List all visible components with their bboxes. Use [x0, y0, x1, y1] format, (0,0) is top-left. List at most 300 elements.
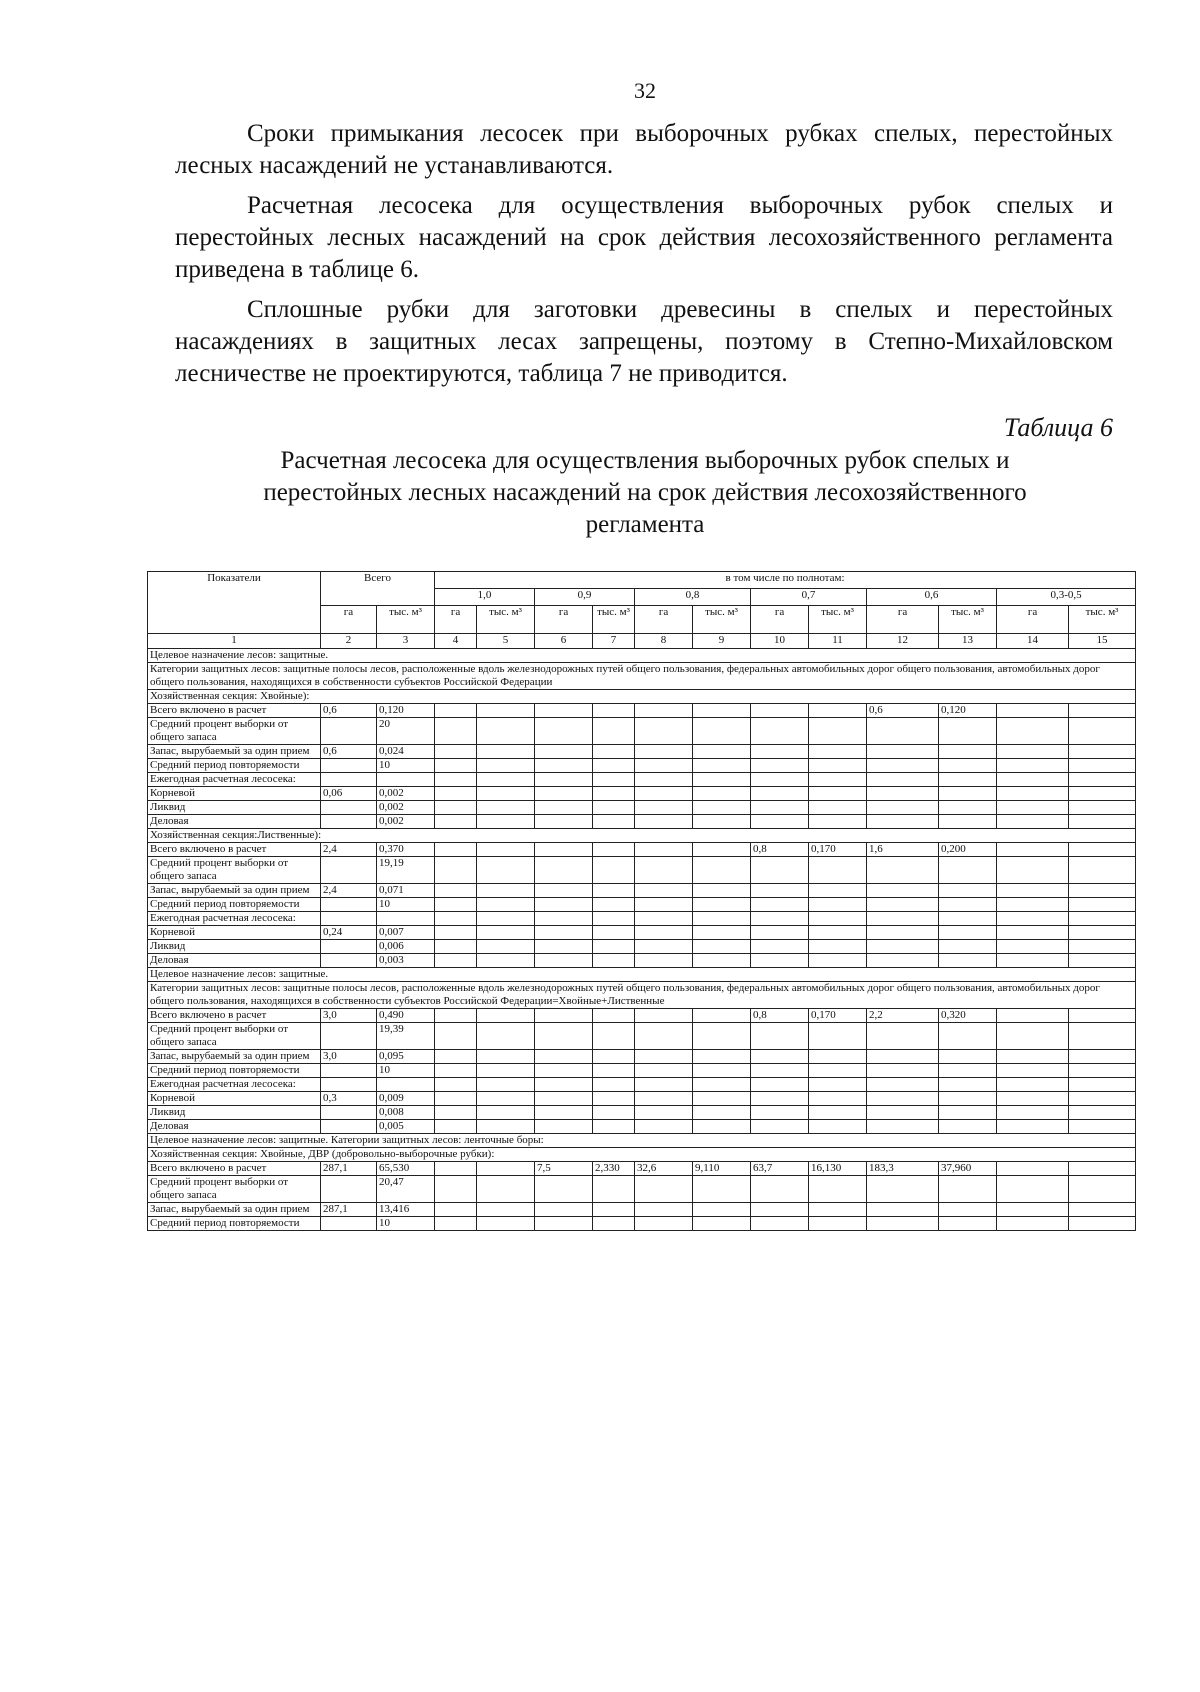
table-cell: [809, 718, 867, 745]
table-cell: [435, 1106, 477, 1120]
row-label: Запас, вырубаемый за один прием: [148, 1050, 321, 1064]
table-cell: [321, 954, 377, 968]
table-cell: [867, 815, 939, 829]
table-cell: [1069, 940, 1136, 954]
table-cell: [693, 787, 751, 801]
table-cell: [939, 1203, 997, 1217]
table-cell: [693, 1064, 751, 1078]
table-row: [148, 1023, 1136, 1050]
table-cell: [809, 815, 867, 829]
row-label: Ежегодная расчетная лесосека:: [148, 1078, 321, 1092]
table-cell: [1069, 912, 1136, 926]
table-cell: 0,009: [377, 1092, 435, 1106]
table-cell: [1069, 926, 1136, 940]
table-cell: [1069, 857, 1136, 884]
row-label: Запас, вырубаемый за один прием: [148, 745, 321, 759]
table-cell: [751, 1176, 809, 1203]
table-cell: [535, 1176, 593, 1203]
table-cell: [693, 843, 751, 857]
table-cell: [635, 954, 693, 968]
table-cell: [477, 912, 535, 926]
table-cell: 287,1: [321, 1162, 377, 1176]
table-cell: [751, 815, 809, 829]
table-cell: [535, 1078, 593, 1092]
table-cell: [751, 926, 809, 940]
table-cell: [693, 1009, 751, 1023]
table-cell: 2,2: [867, 1009, 939, 1023]
table-cell: [867, 898, 939, 912]
table-cell: 19,19: [377, 857, 435, 884]
table-cell: [867, 773, 939, 787]
table-cell: [377, 1078, 435, 1092]
table-cell: 0,002: [377, 787, 435, 801]
table-cell: [535, 773, 593, 787]
table-cell: [693, 1217, 751, 1231]
table-cell: [435, 1078, 477, 1092]
table-cell: [535, 1217, 593, 1231]
table-cell: [751, 1050, 809, 1064]
header-unit-thous-m3: тыс. м³: [693, 606, 751, 634]
table-cell: [751, 745, 809, 759]
table-cell: [535, 1050, 593, 1064]
table-row: [148, 1078, 1136, 1092]
table-cell: [535, 801, 593, 815]
table-cell: [809, 1064, 867, 1078]
table-cell: [535, 1009, 593, 1023]
table-cell: [693, 884, 751, 898]
table-cell: [1069, 1120, 1136, 1134]
table-cell: [939, 801, 997, 815]
table-cell: [435, 773, 477, 787]
row-label: Корневой: [148, 1092, 321, 1106]
table-cell: [477, 1120, 535, 1134]
table-cell: [635, 898, 693, 912]
header-unit-thous-m3: тыс. м³: [477, 606, 535, 634]
table-cell: [867, 1078, 939, 1092]
table-cell: 1,6: [867, 843, 939, 857]
table-cell: [477, 801, 535, 815]
table-cell: [809, 940, 867, 954]
table-cell: [321, 898, 377, 912]
table-cell: [321, 801, 377, 815]
table-cell: [635, 1050, 693, 1064]
table-cell: [477, 1176, 535, 1203]
table-cell: 0,6: [867, 704, 939, 718]
section-row: [148, 1148, 1136, 1162]
row-label: Корневой: [148, 926, 321, 940]
table-cell: [1069, 1203, 1136, 1217]
table-cell: [867, 954, 939, 968]
table-cell: 19,39: [377, 1023, 435, 1050]
table-cell: 2,330: [593, 1162, 635, 1176]
table-cell: [377, 912, 435, 926]
table-cell: 16,130: [809, 1162, 867, 1176]
table-row: [148, 1203, 1136, 1217]
table-cell: [693, 718, 751, 745]
table-cell: [693, 1176, 751, 1203]
table-cell: [593, 884, 635, 898]
table-cell: [751, 1064, 809, 1078]
table-cell: 10: [377, 1064, 435, 1078]
table-cell: 0,24: [321, 926, 377, 940]
row-label: Средний процент выборки от общего запаса: [148, 1023, 321, 1050]
table-cell: [809, 704, 867, 718]
allowable-cut-table: [147, 571, 1133, 1231]
column-number: 1: [148, 634, 321, 649]
table-cell: [435, 1162, 477, 1176]
row-label: Всего включено в расчет: [148, 1009, 321, 1023]
table-cell: [751, 940, 809, 954]
table-cell: [867, 940, 939, 954]
table-cell: [635, 843, 693, 857]
table-cell: [635, 1078, 693, 1092]
table-cell: 0,200: [939, 843, 997, 857]
table-cell: [593, 1064, 635, 1078]
column-number: 7: [593, 634, 635, 649]
table-cell: [1069, 1092, 1136, 1106]
row-label: Деловая: [148, 954, 321, 968]
table-cell: [435, 926, 477, 940]
table-cell: [809, 884, 867, 898]
table-cell: [867, 1023, 939, 1050]
table-cell: [535, 1106, 593, 1120]
table-cell: [1069, 801, 1136, 815]
table-cell: [635, 745, 693, 759]
table-cell: [693, 857, 751, 884]
table-cell: [693, 1203, 751, 1217]
table-cell: [997, 1050, 1069, 1064]
table-cell: [939, 1023, 997, 1050]
table-cell: [321, 1023, 377, 1050]
table-cell: [321, 1078, 377, 1092]
table-cell: [809, 926, 867, 940]
table-cell: 10: [377, 898, 435, 912]
table-cell: 0,071: [377, 884, 435, 898]
row-label: Средний процент выборки от общего запаса: [148, 1176, 321, 1203]
table-cell: [477, 926, 535, 940]
table-cell: [593, 912, 635, 926]
table-cell: [635, 926, 693, 940]
table-cell: [751, 898, 809, 912]
table-cell: [635, 1120, 693, 1134]
table-row: [148, 745, 1136, 759]
table-cell: [435, 1092, 477, 1106]
table-cell: [1069, 898, 1136, 912]
row-label: Всего включено в расчет: [148, 1162, 321, 1176]
table-cell: [435, 1217, 477, 1231]
table-cell: [477, 884, 535, 898]
table-cell: [751, 787, 809, 801]
column-number: 13: [939, 634, 997, 649]
table-cell: [1069, 745, 1136, 759]
table-cell: [809, 912, 867, 926]
table-cell: 0,024: [377, 745, 435, 759]
table-cell: [435, 1009, 477, 1023]
table-cell: [693, 954, 751, 968]
table-cell: [1069, 704, 1136, 718]
table-cell: [635, 815, 693, 829]
table-cell: [635, 912, 693, 926]
table-cell: [435, 1050, 477, 1064]
table-cell: [1069, 1064, 1136, 1078]
table-cell: [867, 1050, 939, 1064]
table-cell: [593, 926, 635, 940]
table-cell: [809, 1120, 867, 1134]
table-row: [148, 857, 1136, 884]
table-row: [148, 954, 1136, 968]
table-row: [148, 926, 1136, 940]
section-row: [148, 968, 1136, 982]
column-number: 6: [535, 634, 593, 649]
table-cell: [535, 1023, 593, 1050]
table-cell: [593, 940, 635, 954]
table-row: [148, 704, 1136, 718]
table-cell: [535, 954, 593, 968]
table-cell: [635, 787, 693, 801]
table-row: [148, 773, 1136, 787]
table-cell: 0,095: [377, 1050, 435, 1064]
table-cell: 13,416: [377, 1203, 435, 1217]
table-cell: 37,960: [939, 1162, 997, 1176]
table-cell: [809, 857, 867, 884]
table-cell: [477, 704, 535, 718]
table-cell: [997, 787, 1069, 801]
table-cell: [535, 1092, 593, 1106]
column-number: 2: [321, 634, 377, 649]
table-cell: [635, 1064, 693, 1078]
table-cell: [535, 1120, 593, 1134]
table-cell: [477, 815, 535, 829]
table-row: [148, 843, 1136, 857]
table-cell: [1069, 1009, 1136, 1023]
header-density: 0,8: [635, 589, 751, 606]
table-cell: [939, 940, 997, 954]
table-cell: [939, 1176, 997, 1203]
table-cell: [997, 884, 1069, 898]
table-cell: 0,6: [321, 745, 377, 759]
table-cell: 63,7: [751, 1162, 809, 1176]
table-cell: [939, 926, 997, 940]
table-cell: 9,110: [693, 1162, 751, 1176]
page-number: 32: [634, 78, 656, 103]
header-indicators: Показатели: [148, 572, 321, 634]
column-number: 10: [751, 634, 809, 649]
table-cell: [693, 1023, 751, 1050]
row-label: Средний процент выборки от общего запаса: [148, 857, 321, 884]
table-row: [148, 1092, 1136, 1106]
table-cell: 0,170: [809, 1009, 867, 1023]
table-row: [148, 898, 1136, 912]
header-unit-thous-m3: тыс. м³: [809, 606, 867, 634]
table-cell: [997, 1217, 1069, 1231]
table-cell: [867, 1120, 939, 1134]
table-cell: 0,003: [377, 954, 435, 968]
table-row: [148, 1050, 1136, 1064]
table-cell: [1069, 954, 1136, 968]
table-cell: 2,4: [321, 884, 377, 898]
header-unit-ha: га: [635, 606, 693, 634]
table-cell: [593, 1176, 635, 1203]
table-cell: 0,120: [939, 704, 997, 718]
column-number: 3: [377, 634, 435, 649]
table-cell: [693, 912, 751, 926]
table-cell: [867, 1064, 939, 1078]
table-cell: [535, 1203, 593, 1217]
table-cell: [997, 940, 1069, 954]
table-cell: [997, 1009, 1069, 1023]
table-cell: [1069, 1050, 1136, 1064]
table-row: [148, 1009, 1136, 1023]
table-cell: [593, 1217, 635, 1231]
row-label: Всего включено в расчет: [148, 704, 321, 718]
body-text: [175, 118, 1113, 398]
row-label: Средний период повторяемости: [148, 1217, 321, 1231]
table-cell: [997, 1106, 1069, 1120]
table-cell: [435, 898, 477, 912]
table-cell: [939, 759, 997, 773]
table-cell: 0,490: [377, 1009, 435, 1023]
table-cell: [593, 1078, 635, 1092]
row-label: Средний период повторяемости: [148, 898, 321, 912]
table-cell: [997, 1120, 1069, 1134]
table-cell: [997, 912, 1069, 926]
table-cell: [997, 1064, 1069, 1078]
table-cell: [477, 1078, 535, 1092]
table-cell: [593, 704, 635, 718]
table-cell: [593, 773, 635, 787]
row-label: Всего включено в расчет: [148, 843, 321, 857]
table-cell: [751, 773, 809, 787]
table-cell: [867, 1203, 939, 1217]
table-cell: 65,530: [377, 1162, 435, 1176]
row-label: Деловая: [148, 1120, 321, 1134]
header-total: Всего: [321, 572, 435, 606]
table-cell: [809, 954, 867, 968]
table-cell: [997, 1176, 1069, 1203]
table-cell: [693, 815, 751, 829]
table-cell: [635, 773, 693, 787]
table-cell: [997, 1023, 1069, 1050]
table-cell: [593, 801, 635, 815]
table-row: [148, 884, 1136, 898]
table-cell: [535, 787, 593, 801]
table-cell: [435, 704, 477, 718]
table-cell: [1069, 718, 1136, 745]
table-cell: [477, 1203, 535, 1217]
table-cell: [321, 759, 377, 773]
table-cell: 3,0: [321, 1050, 377, 1064]
table-cell: [809, 1106, 867, 1120]
table-cell: [751, 954, 809, 968]
table-cell: [751, 857, 809, 884]
table-cell: 7,5: [535, 1162, 593, 1176]
table-cell: [693, 704, 751, 718]
table-cell: [939, 718, 997, 745]
table-cell: [693, 745, 751, 759]
section-row: [148, 663, 1136, 690]
column-number: 4: [435, 634, 477, 649]
section-row: [148, 982, 1136, 1009]
section-text: Хозяйственная секция: Хвойные, ДВР (добровольно-выборочные рубки):: [148, 1148, 1136, 1162]
header-unit-thous-m3: тыс. м³: [939, 606, 997, 634]
table-cell: [939, 745, 997, 759]
table-cell: [321, 857, 377, 884]
table-cell: [435, 843, 477, 857]
table-cell: 0,370: [377, 843, 435, 857]
table-cell: 287,1: [321, 1203, 377, 1217]
row-label: Ежегодная расчетная лесосека:: [148, 912, 321, 926]
table-cell: 0,320: [939, 1009, 997, 1023]
header-unit-thous-m3: тыс. м³: [377, 606, 435, 634]
table-cell: [321, 940, 377, 954]
table-cell: [939, 884, 997, 898]
table-cell: [635, 1217, 693, 1231]
table-cell: [535, 843, 593, 857]
table-cell: [593, 745, 635, 759]
table-cell: [477, 1009, 535, 1023]
row-label: Средний процент выборки от общего запаса: [148, 718, 321, 745]
header-unit-ha: га: [535, 606, 593, 634]
table-cell: 0,06: [321, 787, 377, 801]
table-cell: [635, 759, 693, 773]
table-cell: [939, 898, 997, 912]
table-cell: [997, 704, 1069, 718]
table-cell: [435, 940, 477, 954]
table-cell: [535, 884, 593, 898]
table-cell: [751, 801, 809, 815]
table-cell: [867, 745, 939, 759]
table-cell: 0,8: [751, 843, 809, 857]
table-cell: [809, 1217, 867, 1231]
table-cell: [1069, 773, 1136, 787]
table-cell: [535, 815, 593, 829]
section-text: Целевое назначение лесов: защитные.: [148, 968, 1136, 982]
table-cell: 183,3: [867, 1162, 939, 1176]
table-row: [148, 1064, 1136, 1078]
table-cell: [997, 759, 1069, 773]
table-row: [148, 1106, 1136, 1120]
table-cell: [939, 954, 997, 968]
table-cell: [867, 759, 939, 773]
table-cell: [593, 857, 635, 884]
table-cell: [867, 718, 939, 745]
header-density: 1,0: [435, 589, 535, 606]
paragraph: Сроки примыкания лесосек при выборочных рубках спелых, перестойных лесных насаждений не устанавливаются.: [175, 120, 1113, 179]
table-cell: [435, 857, 477, 884]
row-label: Запас, вырубаемый за один прием: [148, 1203, 321, 1217]
table-cell: [1069, 1217, 1136, 1231]
table-cell: [535, 912, 593, 926]
table-cell: 0,006: [377, 940, 435, 954]
table-cell: [535, 745, 593, 759]
table-cell: [535, 718, 593, 745]
table-cell: [997, 857, 1069, 884]
table-cell: [1069, 1176, 1136, 1203]
table-cell: [1069, 884, 1136, 898]
table-cell: [809, 898, 867, 912]
table-body: [148, 649, 1136, 1231]
paragraph: Сплошные рубки для заготовки древесины в спелых и перестойных насаждениях в защитных лесах запрещены, поэтому в Степно-Михайловском лесничестве не проектируются, таблица 7 не приводится.: [175, 296, 1113, 387]
table-cell: [809, 773, 867, 787]
table-cell: 2,4: [321, 843, 377, 857]
table-cell: [593, 843, 635, 857]
column-number: 9: [693, 634, 751, 649]
table-cell: [693, 926, 751, 940]
table-cell: [593, 1120, 635, 1134]
table-cell: [435, 759, 477, 773]
header-unit-ha: га: [321, 606, 377, 634]
table-cell: [1069, 843, 1136, 857]
